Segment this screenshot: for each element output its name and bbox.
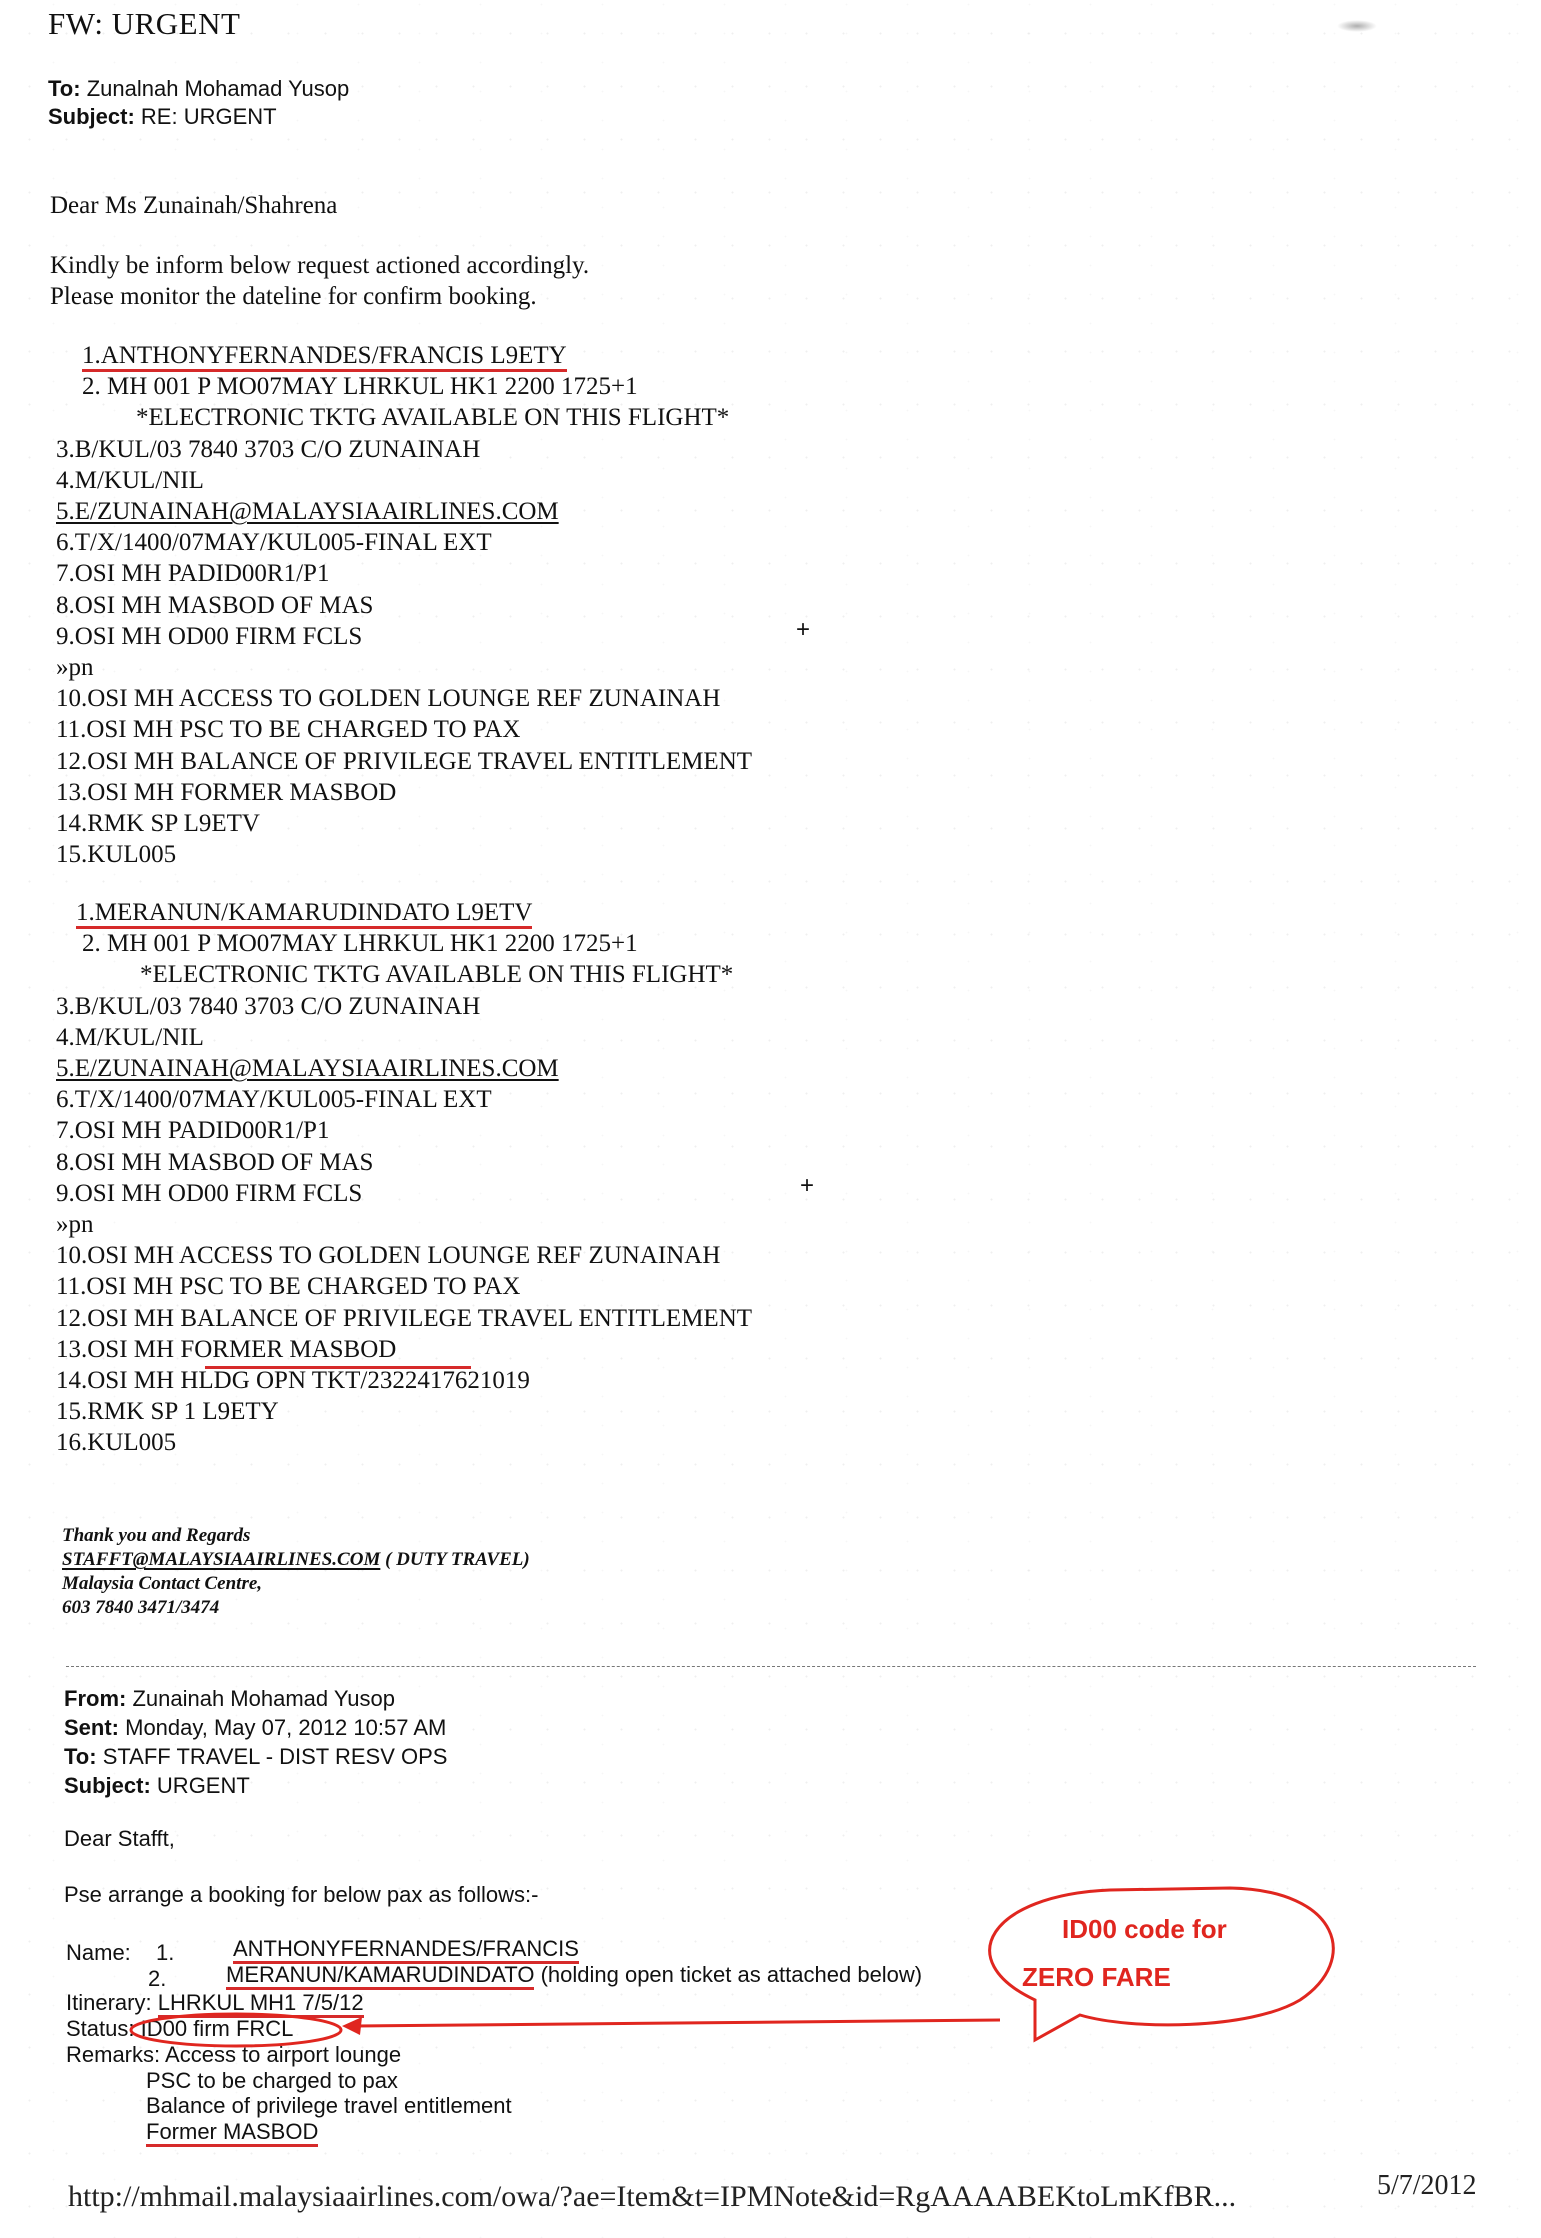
pnr2-line: *ELECTRONIC TKTG AVAILABLE ON THIS FLIGHT*	[140, 961, 734, 989]
pnr2-line: 10.OSI MH ACCESS TO GOLDEN LOUNGE REF ZUNAINAH	[56, 1242, 721, 1270]
pnr2-line: 3.B/KUL/03 7840 3703 C/O ZUNAINAH	[56, 992, 481, 1020]
signature-dept: ( DUTY TRAVEL)	[385, 1549, 530, 1570]
to-label: To:	[64, 1744, 97, 1769]
pnr2-line: »pn	[56, 1211, 94, 1239]
subject-label: Subject:	[64, 1773, 151, 1798]
pnr2-line: 11.OSI MH PSC TO BE CHARGED TO PAX	[56, 1273, 521, 1301]
itinerary-value: LHRKUL MH1 7/5/12	[158, 1990, 364, 2018]
remark-item: PSC to be charged to pax	[146, 2067, 398, 2093]
status-circle	[131, 2014, 341, 2046]
itinerary-label: Itinerary:	[66, 1990, 152, 2015]
pnr1-line: 2. MH 001 P MO07MAY LHRKUL HK1 2200 1725+1	[82, 373, 638, 401]
pnr1-line: 10.OSI MH ACCESS TO GOLDEN LOUNGE REF ZUNAINAH	[56, 685, 721, 713]
pnr1-line: 8.OSI MH MASBOD OF MAS	[56, 591, 374, 619]
pnr1-line: 3.B/KUL/03 7840 3703 C/O ZUNAINAH	[56, 435, 481, 463]
pnr1-line: 9.OSI MH OD00 FIRM FCLS	[56, 622, 363, 650]
original-greeting: Dear Stafft,	[64, 1826, 175, 1851]
to-value: STAFF TRAVEL - DIST RESV OPS	[102, 1744, 448, 1769]
pnr2-line: 7.OSI MH PADID00R1/P1	[56, 1117, 330, 1145]
name2-number: 2.	[148, 1966, 167, 1991]
reply-intro-1: Kindly be inform below request actioned accordingly.	[50, 252, 590, 279]
email-title: FW: URGENT	[48, 6, 241, 41]
pnr2-line: 13.OSI MH FORMER MASBOD	[56, 1335, 397, 1363]
pnr1-line: »pn	[56, 654, 94, 682]
signature-thanks: Thank you and Regards	[62, 1525, 251, 1546]
subject-label: Subject:	[48, 104, 135, 129]
footer-date: 5/7/2012	[1377, 2170, 1477, 2201]
pnr2-line: 1.MERANUN/KAMARUDINDATO L9ETV	[56, 897, 752, 928]
pnr1-line: 6.T/X/1400/07MAY/KUL005-FINAL EXT	[56, 529, 492, 557]
signature-email: STAFFT@MALAYSIAAIRLINES.COM	[62, 1549, 381, 1570]
footer-url: http://mhmail.malaysiaairlines.com/owa/?ae=Item&t=IPMNote&id=RgAAAABEKtoLmKfBR...	[68, 2180, 1237, 2213]
plus-mark: +	[800, 1172, 815, 1199]
pnr1-line: 1.ANTHONYFERNANDES/FRANCIS L9ETY	[56, 340, 752, 371]
sent-value: Monday, May 07, 2012 10:57 AM	[125, 1715, 447, 1740]
pnr2-line: 14.OSI MH HLDG OPN TKT/2322417621019	[56, 1367, 530, 1395]
pnr1-line: 12.OSI MH BALANCE OF PRIVILEGE TRAVEL ENTITLEMENT	[56, 747, 753, 775]
remark-item: Former MASBOD	[66, 2119, 512, 2145]
remark-item: Balance of privilege travel entitlement	[146, 2093, 512, 2118]
name2-note: (holding open ticket as attached below)	[540, 1962, 923, 1987]
from-value: Zunainah Mohamad Yusop	[132, 1686, 396, 1711]
pnr1-line: 13.OSI MH FORMER MASBOD	[56, 778, 397, 806]
pnr2-line: 6.T/X/1400/07MAY/KUL005-FINAL EXT	[56, 1086, 492, 1114]
pnr2-line: 12.OSI MH BALANCE OF PRIVILEGE TRAVEL ENTITLEMENT	[56, 1304, 753, 1332]
subject-value: URGENT	[156, 1773, 250, 1798]
signature-centre: Malaysia Contact Centre,	[62, 1573, 263, 1594]
pnr2-line: 4.M/KUL/NIL	[56, 1023, 204, 1051]
pnr2-line: 2. MH 001 P MO07MAY LHRKUL HK1 2200 1725+1	[82, 930, 638, 958]
remark-item: Access to airport lounge	[165, 2042, 402, 2067]
name1-number: 1.	[156, 1940, 175, 1965]
arrow-head-icon	[342, 2017, 362, 2035]
reply-intro-2: Please monitor the dateline for confirm booking.	[50, 283, 537, 310]
pnr1-line: 4.M/KUL/NIL	[56, 466, 204, 494]
callout-line-1: ID00 code for	[1062, 1914, 1227, 1944]
pnr2-line: 8.OSI MH MASBOD OF MAS	[56, 1148, 374, 1176]
name1-value: ANTHONYFERNANDES/FRANCIS	[233, 1936, 579, 1962]
name-label: Name:	[66, 1940, 131, 1965]
signature-phone: 603 7840 3471/3474	[62, 1597, 220, 1618]
pnr2-line: 5.E/ZUNAINAH@MALAYSIAAIRLINES.COM	[56, 1055, 559, 1083]
pnr1-line: 11.OSI MH PSC TO BE CHARGED TO PAX	[56, 716, 521, 744]
to-value: Zunalnah Mohamad Yusop	[86, 76, 350, 101]
status-value: ID00 firm FRCL	[140, 2016, 294, 2041]
pnr1-line: 5.E/ZUNAINAH@MALAYSIAAIRLINES.COM	[56, 498, 559, 526]
sent-label: Sent:	[64, 1715, 119, 1740]
reply-greeting: Dear Ms Zunainah/Shahrena	[50, 192, 338, 219]
status-label: Status:	[66, 2016, 135, 2041]
pnr2-line: 16.KUL005	[56, 1429, 177, 1457]
pnr1-line: *ELECTRONIC TKTG AVAILABLE ON THIS FLIGHT*	[136, 404, 730, 432]
callout-line-2: ZERO FARE	[1022, 1962, 1171, 1992]
pnr1-line: 15.KUL005	[56, 841, 177, 869]
plus-mark: +	[796, 616, 811, 643]
to-label: To:	[48, 76, 81, 101]
from-label: From:	[64, 1686, 127, 1711]
remarks-label: Remarks:	[66, 2042, 161, 2067]
original-request: Pse arrange a booking for below pax as follows:-	[64, 1882, 539, 1907]
pnr1-line: 14.RMK SP L9ETV	[56, 810, 260, 838]
callout-arrow	[356, 2020, 1000, 2026]
name2-value: MERANUN/KAMARUDINDATO	[226, 1962, 534, 1990]
pnr1-line: 7.OSI MH PADID00R1/P1	[56, 560, 330, 588]
pnr2-line: 15.RMK SP 1 L9ETY	[56, 1398, 279, 1426]
pnr2-line: 9.OSI MH OD00 FIRM FCLS	[56, 1179, 363, 1207]
subject-value: RE: URGENT	[140, 104, 277, 129]
